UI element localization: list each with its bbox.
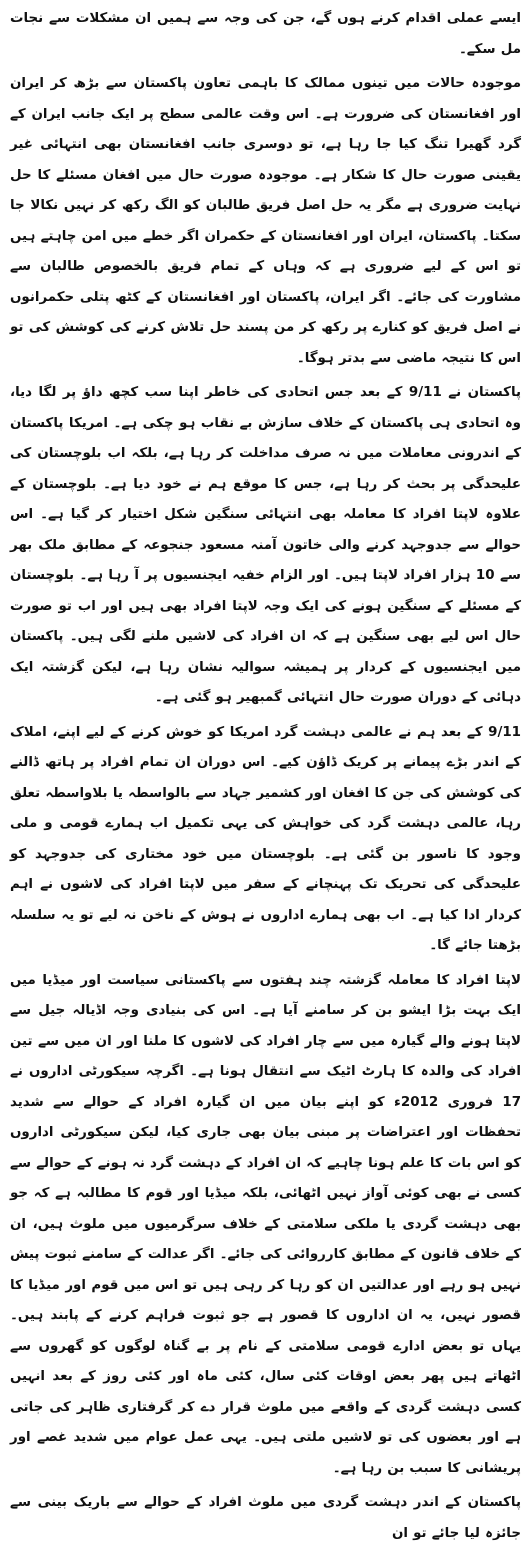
paragraph-4: 9/11 کے بعد ہم نے عالمی دہشت گرد امریکا کو خوش کرنے کے لیے اپنے، املاک کے اندر بڑے پیمانے پر کریک ڈاؤن کیے۔ اس دوران ان تمام افراد پر ہاتھ ڈالنے کی کوشش کی جن کا افغان اور کشمیر جہاد سے بالواسطہ یا بلاواسطہ تعلق رہا، عالمی دہشت گرد کی خواہش کی یہی تکمیل اب ہمارے قومی و ملی وجود کا ناسور بن گئی ہے۔ بلوچستان میں خود مختاری کی جدوجہد کو علیحدگی کی تحریک تک پہنچانے کے سفر میں لاپتا افراد کی لاشوں نے اہم کردار ادا کیا ہے۔ اب بھی ہمارے اداروں نے ہوش کے ناخن نہ لیے تو یہ سلسلہ بڑھتا جائے گا۔ — [10, 724, 521, 953]
paragraph-6: پاکستان کے اندر دہشت گردی میں ملوث افراد کے حوالے سے باریک بینی سے جائزہ لیا جائے تو ان — [10, 1495, 521, 1541]
paragraph-5: لاپتا افراد کا معاملہ گزشتہ چند ہفتوں سے پاکستانی سیاست اور میڈیا میں ایک بہت بڑا ایشو بن کر سامنے آیا ہے۔ اس کی بنیادی وجہ اڈیالہ جیل سے لاپتا ہونے والے گیارہ میں سے چار افراد کی لاشوں کا ملنا اور ان میں سے تین افراد کی والدہ کا ہارٹ اٹیک سے انتقال ہونا ہے۔ اگرچہ سیکورٹی اداروں نے 17 فروری 2012ء کو اپنے بیان میں ان گیارہ افراد کے حوالے سے شدید تحفظات اور اعتراضات پر مبنی بیان بھی جاری کیا، لیکن سیکورٹی اداروں کو اس بات کا علم ہونا چاہیے کہ ان افراد کے دہشت گرد نہ ہونے کے حوالے سے کسی نے بھی کوئی آواز نہیں اٹھائی، بلکہ میڈیا اور قوم کا مطالبہ ہے کہ جو بھی دہشت گردی یا ملکی سلامتی کے خلاف سرگرمیوں میں ملوث ہیں، ان کے خلاف قانون کے مطابق کارروائی کی جائے۔ اگر عدالت کے سامنے ثبوت پیش نہیں ہو رہے اور عدالتیں ان کو رہا کر رہی ہیں تو اس میں قوم اور میڈیا کا قصور نہیں، یہ ان اداروں کا قصور ہے جو ثبوت فراہم کرنے کے پابند ہیں۔ یہاں تو بعض ادارے قومی سلامتی کے نام پر بے گناہ لوگوں کو گھروں سے اٹھاتے ہیں پھر بعض اوقات کئی سال، کئی ماہ اور کئی روز کے بعد انہیں کسی دہشت گردی کے واقعے میں ملوث قرار دے کر گرفتاری ظاہر کی جاتی ہے اور بعضوں کی تو لاشیں ملتی ہیں۔ یہی عمل عوام میں شدید غصے اور پریشانی کا سبب بن رہا ہے۔ — [10, 972, 522, 1476]
paragraph-3: پاکستان نے 9/11 کے بعد جس اتحادی کی خاطر اپنا سب کچھ داؤ پر لگا دیا، وہ اتحادی ہی پاکستان کے خلاف سازش بے نقاب ہو چکی ہے۔ امریکا پاکستان کے اندرونی معاملات میں نہ صرف مداخلت کر رہا ہے، بلکہ اب بلوچستان کی علیحدگی پر بحث کر رہا ہے، جس کا موقع ہم نے خود دیا ہے۔ بلوچستان کے علاوہ لاپتا افراد کا معاملہ بھی انتہائی سنگین شکل اختیار کر گیا ہے۔ اس حوالے سے جدوجہد کرنے والی خاتون آمنہ مسعود جنجوعہ کے مطابق ملک بھر سے 10 ہزار افراد لاپتا ہیں۔ اور الزام خفیہ ایجنسیوں پر آ رہا ہے۔ بلوچستان کے مسئلے کے سنگین ہونے کی ایک وجہ لاپتا افراد بھی ہیں اور اب تو صورت حال اس لیے بھی سنگین ہے کہ ان افراد کی لاشیں ملنے لگی ہیں۔ پاکستان میں ایجنسیوں کے کردار پر ہمیشہ سوالیہ نشان رہا ہے، لیکن گزشتہ ایک دہائی کے دوران صورت حال انتہائی گمبھیر ہو گئی ہے۔ — [10, 385, 522, 705]
paragraph-1: ایسے عملی اقدام کرنے ہوں گے، جن کی وجہ سے ہمیں ان مشکلات سے نجات مل سکے۔ — [10, 11, 521, 57]
paragraph-2: موجودہ حالات میں تینوں ممالک کا باہمی تعاون پاکستان سے بڑھ کر ایران اور افغانستان کی ضرورت ہے۔ اس وقت عالمی سطح پر ایک جانب ایران کے گرد گھیرا تنگ کیا جا رہا ہے، تو دوسری جانب افغانستان بھی انتہائی غیر یقینی صورت حال کا شکار ہے۔ موجودہ صورت حال میں افغان مسئلے کا حل نہایت ضروری ہے مگر یہ حل اصل فریق طالبان کو الگ رکھ کر نہیں نکالا جا سکتا۔ پاکستان، ایران اور افغانستان کے حکمران اگر خطے میں امن چاہتے ہیں تو اس کے لیے ضروری ہے کہ وہاں کے تمام فریق بالخصوص طالبان سے مشاورت کی جائے۔ اگر ایران، پاکستان اور افغانستان کے کٹھ پتلی حکمرانوں نے اصل فریق کو کنارے پر رکھ کر من پسند حل تلاش کرنے کی کوشش کی تو اس کا نتیجہ ماضی سے بدتر ہوگا۔ — [10, 76, 521, 366]
